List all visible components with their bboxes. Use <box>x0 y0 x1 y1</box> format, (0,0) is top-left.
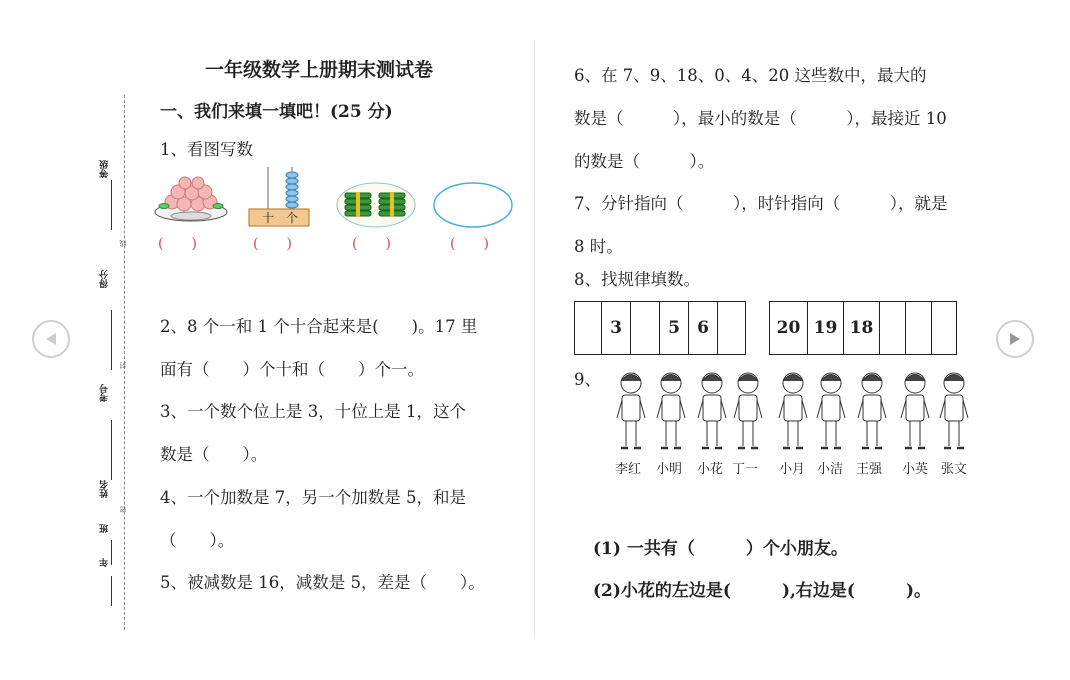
chevron-right-icon <box>1008 331 1022 347</box>
seq2-cell: 19 <box>808 302 844 354</box>
kid-name: 丁一 <box>732 462 759 477</box>
kid-name: 小洁 <box>817 462 844 477</box>
prev-page-button[interactable] <box>32 320 70 358</box>
q7-line2: 8 时。 <box>574 237 623 256</box>
q3-line1: 3、一个数个位上是 3，十位上是 1，这个 <box>160 402 466 421</box>
q1-label: 1、看图写数 <box>160 140 253 159</box>
q5-line1: 5、被减数是 16，减数是 5，差是（ ）。 <box>160 573 485 592</box>
q7-line1: 7、分针指向（ ），时针指向（ ），就是 <box>574 194 948 213</box>
q1-answer-1[interactable]: ( ) <box>158 236 197 252</box>
q2-line2: 面有（ ）个十和（ ）个一。 <box>160 360 424 379</box>
grade-label: 等级 <box>100 160 110 178</box>
seq2-cell: 20 <box>770 302 808 354</box>
kid-name: 小花 <box>697 462 724 477</box>
section-heading: 一、我们来填一填吧！(25 分) <box>160 102 393 122</box>
sequence-box-1 <box>574 301 746 355</box>
empty-circle-picture <box>432 180 514 230</box>
kid-name: 小英 <box>902 462 929 477</box>
seq2-cell: 18 <box>844 302 880 354</box>
q3-line2: 数是（ ）。 <box>160 445 268 464</box>
children-illustration <box>610 368 980 456</box>
q4-line1: 4、一个加数是 7，另一个加数是 5，和是 <box>160 488 466 507</box>
abacus-icon <box>248 165 310 229</box>
kid-name: 小月 <box>779 462 806 477</box>
q4-line2: （ ）。 <box>160 531 235 550</box>
sequence-box-2 <box>769 301 957 355</box>
score-label: 得分 <box>100 270 110 288</box>
name-label: 姓名 <box>100 480 110 498</box>
seq2-cell[interactable] <box>880 302 906 354</box>
q1-answer-2[interactable]: ( ) <box>253 236 292 252</box>
q2-line1: 2、8 个一和 1 个十合起来是( )。17 里 <box>160 317 478 336</box>
kid-name: 小明 <box>656 462 683 477</box>
seq1-cell[interactable] <box>631 302 660 354</box>
q9-sub2: (2)小花的左边是( ),右边是( )。 <box>593 581 932 601</box>
seq1-cell[interactable] <box>575 302 602 354</box>
kid-name: 李红 <box>615 462 642 477</box>
q1-answer-4[interactable]: ( ) <box>450 236 489 252</box>
q8-label: 8、找规律填数。 <box>574 270 700 289</box>
q9-label: 9、 <box>574 370 601 389</box>
abacus-picture: 十 个 <box>248 165 310 229</box>
year-label: 年 <box>100 558 110 567</box>
seq2-cell[interactable] <box>906 302 932 354</box>
bundles-picture <box>335 180 417 230</box>
seq2-cell[interactable] <box>932 302 956 354</box>
binding-margin: 等级 线 得分 封 考号 姓名 密 班 年 <box>96 140 124 610</box>
seq1-cell: 5 <box>660 302 689 354</box>
q6-line1: 6、在 7、9、18、0、4、20 这些数中，最大的 <box>574 66 927 85</box>
column-divider <box>534 40 535 638</box>
seq1-cell[interactable] <box>718 302 745 354</box>
q6-line3: 的数是（ ）。 <box>574 152 715 171</box>
kid-name: 张文 <box>941 462 968 477</box>
page-title: 一年级数学上册期末测试卷 <box>205 59 434 81</box>
class-label: 班 <box>100 524 110 533</box>
seq1-cell: 3 <box>602 302 631 354</box>
seq1-cell: 6 <box>689 302 718 354</box>
kid-name: 王强 <box>856 462 883 477</box>
exam-number-label: 考号 <box>100 384 110 402</box>
q9-sub1: (1) 一共有（ ）个小朋友。 <box>593 539 848 559</box>
q1-answer-3[interactable]: ( ) <box>352 236 391 252</box>
next-page-button[interactable] <box>996 320 1034 358</box>
chevron-left-icon <box>44 331 58 347</box>
peaches-picture <box>150 172 232 230</box>
q6-line2: 数是（ ），最小的数是（ ），最接近 10 <box>574 109 947 128</box>
